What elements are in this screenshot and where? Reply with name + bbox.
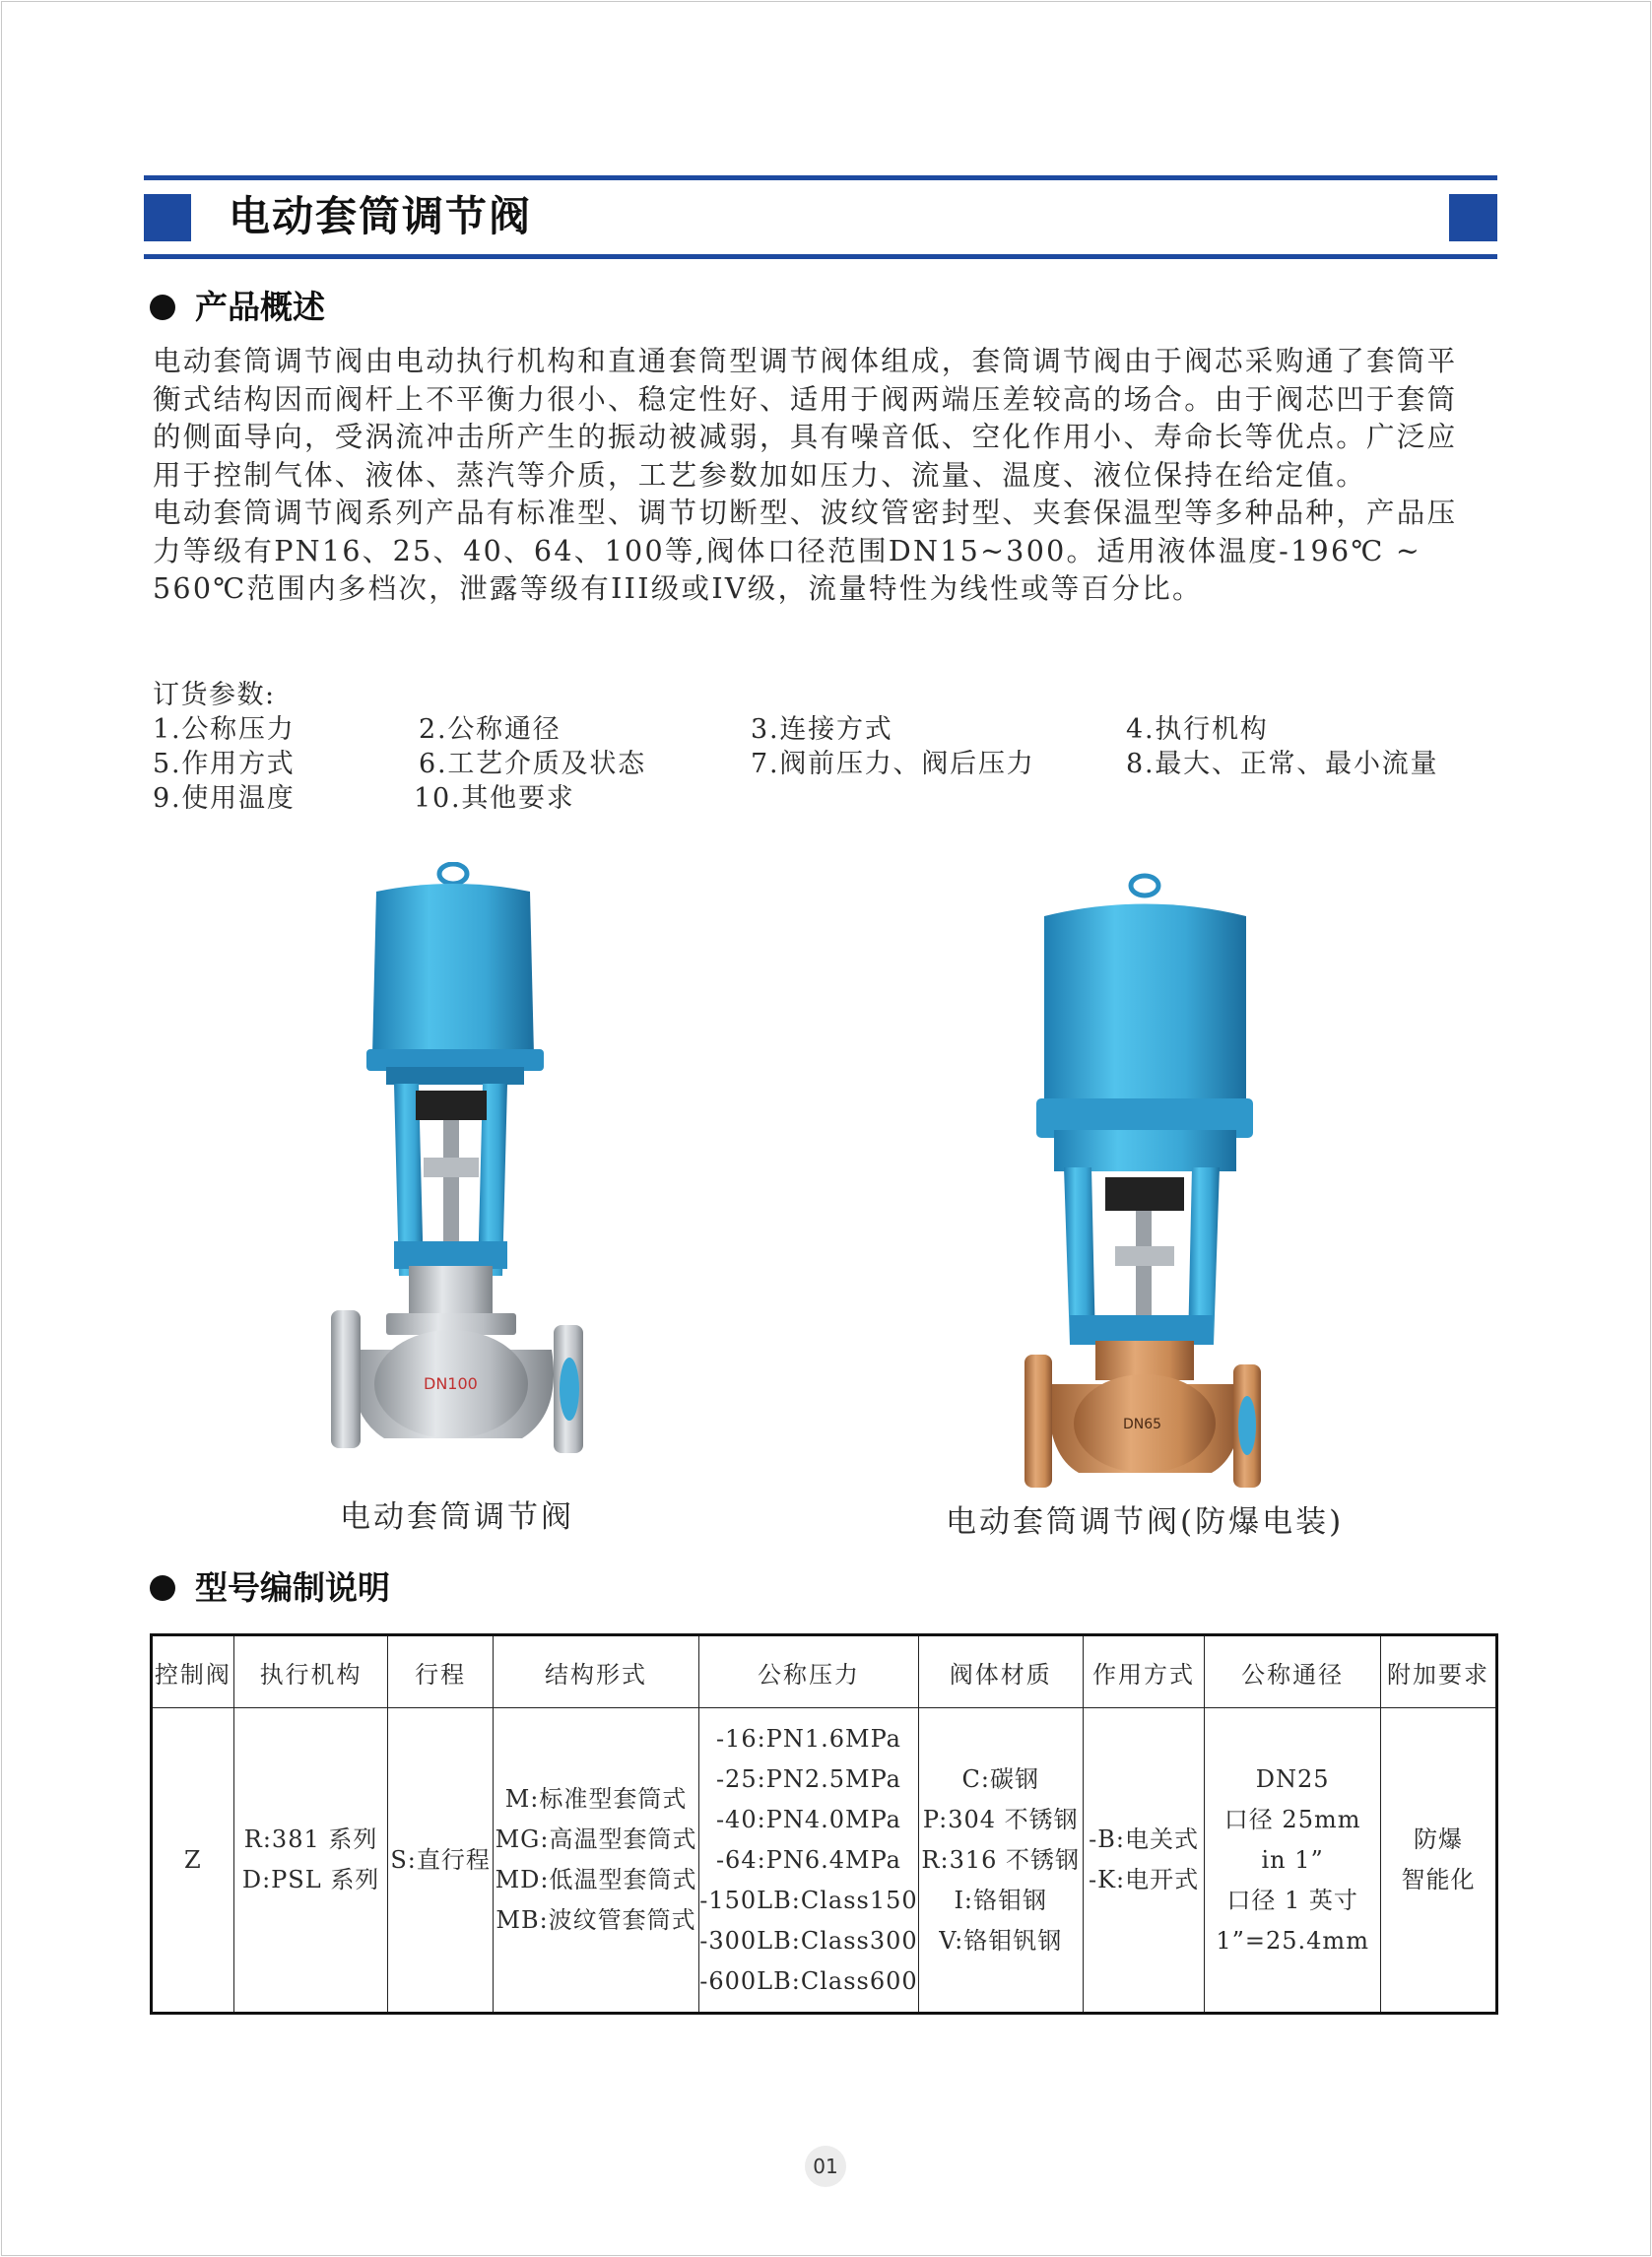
column-header: 结构形式	[493, 1635, 698, 1708]
column-header: 附加要求	[1381, 1635, 1497, 1708]
order-param: 2.公称通径	[419, 714, 562, 745]
order-param: 3.连接方式	[751, 714, 893, 745]
product-caption: 电动套筒调节阀	[340, 1499, 574, 1535]
header-rule-bottom	[144, 254, 1497, 259]
table-cell	[918, 1708, 1083, 2014]
cell-line: 口径 1 英寸	[1226, 1886, 1358, 1914]
cell-line: 1”=25.4mm	[1216, 1926, 1369, 1955]
order-param: 5.作用方式	[153, 749, 296, 779]
bullet-icon	[150, 1575, 175, 1601]
cell-line: I:铬钼钢	[954, 1886, 1048, 1914]
cell-line: P:304 不锈钢	[922, 1805, 1079, 1833]
table-cell	[1381, 1708, 1497, 2014]
header-block-left	[144, 194, 191, 241]
order-param: 10.其他要求	[414, 783, 575, 814]
cell-line: D:PSL 系列	[241, 1866, 380, 1893]
product-caption: 电动套筒调节阀(防爆电装)	[946, 1504, 1345, 1540]
model-heading	[150, 1566, 390, 1610]
column-header: 执行机构	[233, 1635, 388, 1708]
overview-paragraph: 电动套筒调节阀由电动执行机构和直通套筒型调节阀体组成，套筒调节阀由于阀芯采购通了套筒平衡式结构因而阀杆上不平衡力很小、稳定性好、适用于阀两端压差较高的场合。由于阀芯凹于套筒的侧面导向，受涡流冲击所产生的振动被减弱，具有噪音低、空化作用小、寿命长等优点。广泛应用于控制气体、液体、蒸汽等介质，工艺参数加如压力、流量、温度、液位保持在给定值。	[153, 345, 1458, 492]
page-number: 01	[805, 2146, 846, 2187]
cell-line: 口径 25mm	[1223, 1805, 1361, 1833]
cell-line: -150LB:Class150	[699, 1886, 918, 1914]
valve-body-marking: DN65	[1123, 1417, 1162, 1432]
overview-heading-text: 产品概述	[195, 288, 325, 326]
table-cell	[493, 1708, 698, 2014]
overview-text	[153, 343, 1473, 609]
product-image-standard	[325, 862, 596, 1468]
cell-line: V:铬钼钒钢	[939, 1926, 1063, 1955]
order-param: 6.工艺介质及状态	[419, 749, 646, 779]
model-table	[150, 1633, 1498, 2015]
order-param: 1.公称压力	[153, 714, 296, 745]
order-param: 7.阀前压力、阀后压力	[751, 749, 1035, 779]
cell-line: MB:波纹管套筒式	[496, 1906, 696, 1934]
cell-line: -64:PN6.4MPa	[715, 1845, 901, 1874]
cell-line: -600LB:Class600	[699, 1966, 918, 1995]
order-param: 4.执行机构	[1126, 714, 1269, 745]
cell-line: R:381 系列	[243, 1826, 378, 1853]
cell-line: 防爆	[1414, 1826, 1463, 1853]
cell-line: M:标准型套筒式	[504, 1785, 688, 1813]
cell-line: -300LB:Class300	[699, 1926, 918, 1955]
column-header: 公称通径	[1205, 1635, 1381, 1708]
header-rule-top	[144, 175, 1497, 180]
column-header: 公称压力	[699, 1635, 918, 1708]
cell-line: -B:电关式	[1089, 1826, 1199, 1853]
overview-paragraph: 电动套筒调节阀系列产品有标准型、调节切断型、波纹管密封型、夹套保温型等多种品种，产品压力等级有PN16、25、40、64、100等,阀体口径范围DN15~300。适用液体温度-196℃ ~ 560℃范围内多档次，泄露等级有III级或IV级，流量特性为线性或等百分比。	[153, 497, 1458, 605]
product-image-explosion-proof	[1024, 872, 1266, 1493]
header-block-right	[1449, 194, 1497, 241]
page-title: 电动套筒调节阀	[229, 192, 533, 240]
column-header: 行程	[388, 1635, 493, 1708]
cell-line: R:316 不锈钢	[921, 1845, 1081, 1874]
column-header: 作用方式	[1083, 1635, 1204, 1708]
cell-line: 智能化	[1401, 1866, 1476, 1893]
table-cell	[699, 1708, 918, 2014]
cell-line: DN25	[1255, 1764, 1330, 1793]
table-cell	[152, 1708, 234, 2014]
table-cell	[1083, 1708, 1204, 2014]
table-cell	[1205, 1708, 1381, 2014]
order-param: 8.最大、正常、最小流量	[1126, 749, 1439, 779]
cell-line: -K:电开式	[1088, 1866, 1200, 1893]
order-param: 9.使用温度	[153, 783, 296, 814]
overview-heading	[150, 286, 325, 329]
column-header: 阀体材质	[918, 1635, 1083, 1708]
cell-line: C:碳钢	[961, 1764, 1039, 1793]
table-header-row	[152, 1635, 1497, 1708]
table-row	[152, 1708, 1497, 2014]
cell-line: MG:高温型套筒式	[495, 1826, 697, 1853]
valve-body-marking: DN100	[424, 1374, 478, 1393]
cell-line: MD:低温型套筒式	[495, 1866, 697, 1893]
cell-line: S:直行程	[390, 1845, 491, 1874]
cell-line: -25:PN2.5MPa	[715, 1764, 901, 1793]
cell-line: in 1”	[1261, 1845, 1324, 1874]
table-cell	[233, 1708, 388, 2014]
cell-line: Z	[184, 1845, 202, 1874]
column-header: 控制阀	[152, 1635, 234, 1708]
model-heading-text: 型号编制说明	[195, 1568, 390, 1607]
order-params-label: 订货参数:	[153, 680, 276, 710]
table-cell	[388, 1708, 493, 2014]
bullet-icon	[150, 295, 175, 320]
cell-line: -16:PN1.6MPa	[715, 1724, 901, 1753]
cell-line: -40:PN4.0MPa	[715, 1805, 901, 1833]
